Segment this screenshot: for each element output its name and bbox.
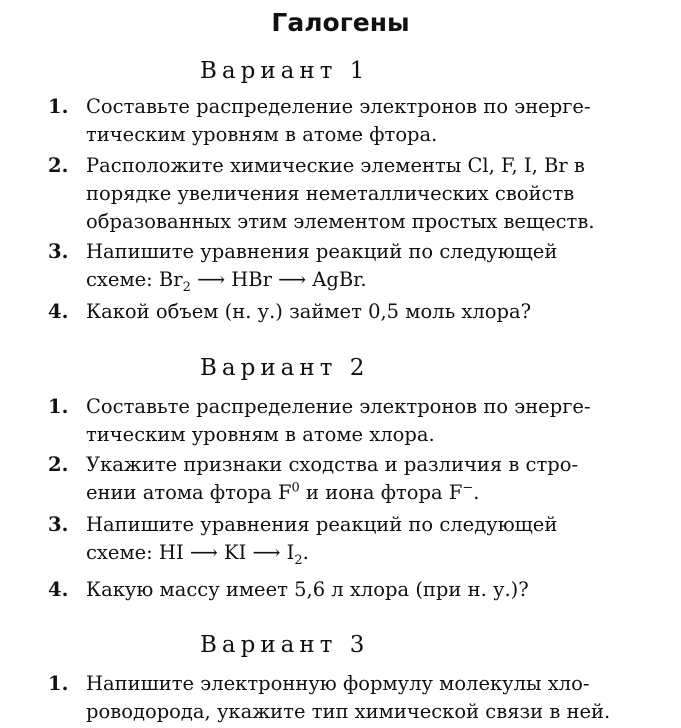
variant-1-task-1: [48, 93, 648, 149]
task-line: ении атома фтора $F^0$ и иона фтора F−.: [86, 480, 480, 504]
task-line: Напишите уравнения реакций по следующей: [86, 240, 558, 263]
task-line: тическим уровням в атоме хлора.: [86, 423, 435, 446]
task-number: 2.: [48, 453, 69, 476]
reaction-scheme: схеме: HI ⟶ KI ⟶ $I_2$.: [86, 541, 309, 568]
page-title: Галогены: [271, 8, 410, 37]
variant-2-task-4: [48, 576, 648, 604]
task-number: 3.: [48, 513, 69, 536]
task-number: 1.: [48, 95, 69, 118]
task-number: 2.: [48, 154, 69, 177]
task-line: Напишите электронную формулу молекулы хло-: [86, 672, 590, 695]
reaction-scheme: схеме: $Br_2$ ⟶ HBr ⟶ AgBr.: [86, 268, 367, 295]
variant-2-heading: Вариант 2: [200, 355, 370, 381]
task-line: Какую массу имеет 5,6 л хлора (при н. у.)?: [86, 578, 529, 601]
task-line: Расположите химические элементы Cl, F, I, Br в: [86, 154, 585, 177]
task-number: 4.: [48, 578, 69, 601]
task-line: Составьте распределение электронов по энерге-: [86, 395, 591, 418]
task-number: 1.: [48, 672, 69, 695]
task-number: 4.: [48, 300, 69, 323]
task-line: Напишите уравнения реакций по следующей: [86, 513, 558, 536]
task-line: Какой объем (н. у.) займет 0,5 моль хлора?: [86, 300, 532, 323]
task-line: порядке увеличения неметаллических свойств: [86, 182, 575, 205]
variant-2-task-2: [48, 451, 648, 507]
variant-2-task-3: [48, 511, 648, 567]
task-number: 3.: [48, 240, 69, 263]
task-line: Укажите признаки сходства и различия в стро-: [86, 453, 579, 476]
variant-1-task-3: [48, 238, 648, 294]
variant-1-task-2: [48, 152, 648, 236]
variant-2-task-1: [48, 393, 648, 449]
variant-1-task-4: [48, 298, 648, 326]
variant-1-heading: Вариант 1: [200, 58, 370, 84]
task-line: роводорода, укажите тип химической связи в ней.: [86, 700, 611, 723]
task-number: 1.: [48, 395, 69, 418]
task-line: образованных этим элементом простых веществ.: [86, 210, 595, 233]
variant-3-task-1: [48, 670, 648, 726]
task-line: Составьте распределение электронов по энерге-: [86, 95, 591, 118]
task-line: тическим уровням в атоме фтора.: [86, 123, 438, 146]
variant-3-heading: Вариант 3: [200, 632, 370, 658]
